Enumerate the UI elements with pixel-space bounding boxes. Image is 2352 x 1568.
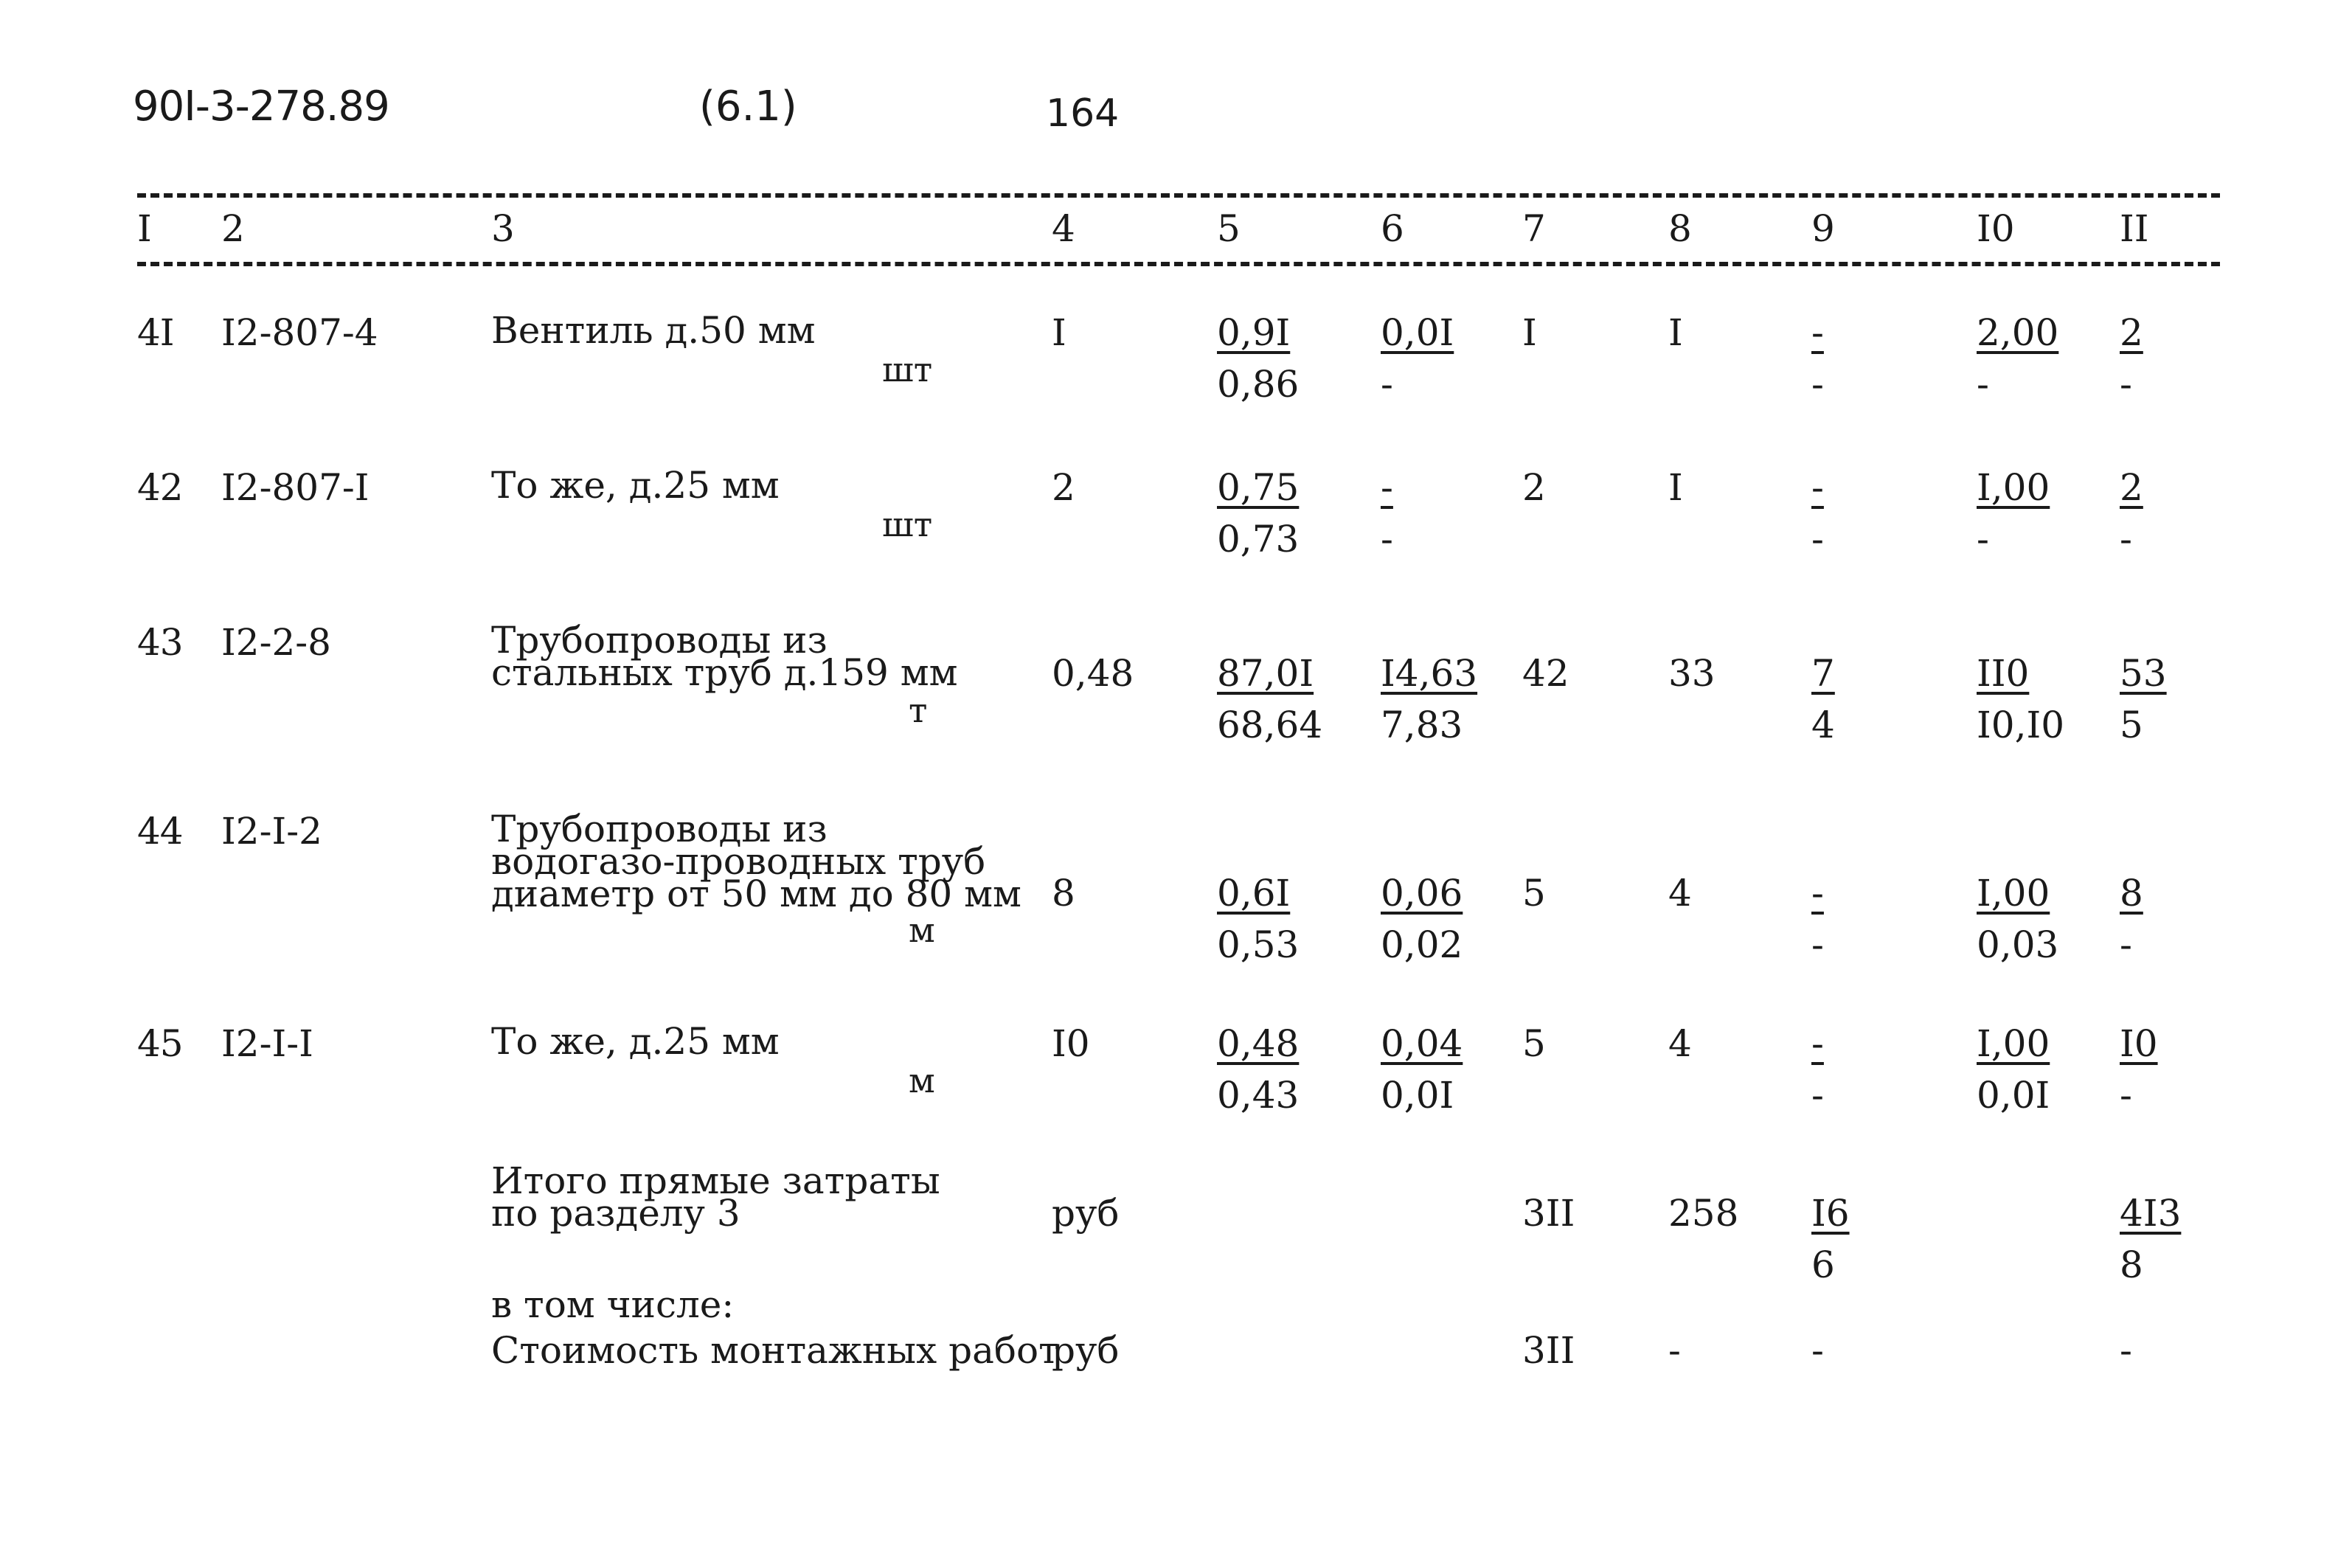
- rate-code: I2-807-4: [221, 311, 378, 354]
- col11-bottom: -: [2120, 923, 2132, 966]
- totals-col8: 258: [1668, 1192, 1739, 1235]
- col5-bottom: 0,53: [1217, 923, 1300, 966]
- unit: шт: [882, 504, 933, 544]
- col11-bottom: 5: [2120, 704, 2143, 746]
- col-header-10: I0: [1977, 207, 2015, 250]
- col9-top: -: [1811, 872, 1824, 915]
- col11-top: 8: [2120, 872, 2143, 915]
- col8: 33: [1668, 652, 1716, 695]
- row-number: 45: [137, 1022, 183, 1065]
- col9-bottom: -: [1811, 923, 1824, 966]
- section-number: (6.1): [699, 83, 797, 131]
- col5-bottom: 0,86: [1217, 363, 1300, 406]
- unit: т: [909, 690, 928, 730]
- col7: 5: [1522, 1022, 1546, 1065]
- col10-bottom: -: [1977, 363, 1989, 406]
- col5-top: 0,75: [1217, 466, 1300, 509]
- col9-bottom: 4: [1811, 704, 1835, 746]
- col9-top: -: [1811, 311, 1824, 354]
- col8: 4: [1668, 1022, 1692, 1065]
- totals-unit: руб: [1052, 1192, 1120, 1235]
- quantity: 8: [1052, 872, 1075, 915]
- totals-col9-bottom: 6: [1811, 1243, 1835, 1286]
- col-header-6: 6: [1381, 207, 1404, 250]
- col5-top: 87,0I: [1217, 652, 1314, 695]
- totals-col9-top: I6: [1811, 1192, 1850, 1235]
- col9-top: 7: [1811, 652, 1835, 695]
- row-number: 43: [137, 621, 183, 664]
- col11-bottom: -: [2120, 1074, 2132, 1117]
- col10-top: I,00: [1977, 872, 2050, 915]
- col-header-5: 5: [1217, 207, 1241, 250]
- col6-bottom: 7,83: [1381, 704, 1463, 746]
- col8: I: [1668, 466, 1683, 509]
- col9-bottom: -: [1811, 1074, 1824, 1117]
- quantity: 2: [1052, 466, 1075, 509]
- installation-col8: -: [1668, 1329, 1681, 1372]
- work-description: Трубопроводы из водогазо-проводных труб диаметр от 50 мм до 80 мм: [491, 808, 1021, 915]
- col8: 4: [1668, 872, 1692, 915]
- col11-bottom: -: [2120, 518, 2132, 561]
- col6-bottom: -: [1381, 518, 1393, 561]
- col6-top: 0,06: [1381, 872, 1463, 915]
- header-rule-bottom: [137, 262, 2220, 266]
- page-number: 164: [1046, 91, 1120, 136]
- col7: I: [1522, 311, 1537, 354]
- col9-bottom: -: [1811, 363, 1824, 406]
- col-header-7: 7: [1522, 207, 1546, 250]
- col-header-2: 2: [221, 207, 245, 250]
- col-header-1: I: [137, 207, 152, 250]
- work-description: То же, д.25 мм: [491, 1020, 780, 1063]
- rate-code: I2-807-I: [221, 466, 370, 509]
- col7: 42: [1522, 652, 1569, 695]
- col5-bottom: 0,73: [1217, 518, 1300, 561]
- unit: шт: [882, 350, 933, 389]
- col6-bottom: -: [1381, 363, 1393, 406]
- col6-top: 0,0I: [1381, 311, 1454, 354]
- rate-code: I2-I-2: [221, 810, 322, 853]
- row-number: 42: [137, 466, 183, 509]
- col6-top: -: [1381, 466, 1393, 509]
- col6-bottom: 0,02: [1381, 923, 1463, 966]
- col-header-9: 9: [1811, 207, 1835, 250]
- installation-col7: 3II: [1522, 1329, 1575, 1372]
- work-description: То же, д.25 мм: [491, 464, 780, 507]
- totals-col11-bottom: 8: [2120, 1243, 2143, 1286]
- installation-col11: -: [2120, 1329, 2132, 1372]
- col11-top: 2: [2120, 311, 2143, 354]
- col-header-4: 4: [1052, 207, 1075, 250]
- work-description: Трубопроводы из стальных труб д.159 мм: [491, 619, 958, 694]
- work-description: Вентиль д.50 мм: [491, 309, 816, 352]
- col10-top: I,00: [1977, 466, 2050, 509]
- col11-top: 53: [2120, 652, 2167, 695]
- unit: м: [909, 910, 935, 950]
- col-header-3: 3: [491, 207, 515, 250]
- row-number: 44: [137, 810, 183, 853]
- col5-bottom: 0,43: [1217, 1074, 1300, 1117]
- col8: I: [1668, 311, 1683, 354]
- col5-top: 0,48: [1217, 1022, 1300, 1065]
- col11-top: I0: [2120, 1022, 2158, 1065]
- col11-top: 2: [2120, 466, 2143, 509]
- totals-label-line1: Итого прямые затраты: [491, 1159, 940, 1202]
- col10-top: II0: [1977, 652, 2030, 695]
- col7: 5: [1522, 872, 1546, 915]
- header-rule-top: [137, 193, 2220, 198]
- totals-col11-top: 4I3: [2120, 1192, 2182, 1235]
- col9-bottom: -: [1811, 518, 1824, 561]
- rate-code: I2-I-I: [221, 1022, 313, 1065]
- col5-top: 0,9I: [1217, 311, 1291, 354]
- col-header-11: II: [2120, 207, 2149, 250]
- installation-cost-label: Стоимость монтажных работ: [491, 1329, 1059, 1372]
- col5-bottom: 68,64: [1217, 704, 1323, 746]
- quantity: I: [1052, 311, 1066, 354]
- col9-top: -: [1811, 1022, 1824, 1065]
- col10-bottom: -: [1977, 518, 1989, 561]
- totals-label-line2: по разделу 3: [491, 1192, 740, 1235]
- col10-bottom: I0,I0: [1977, 704, 2065, 746]
- col6-top: I4,63: [1381, 652, 1478, 695]
- quantity: I0: [1052, 1022, 1090, 1065]
- totals-col7: 3II: [1522, 1192, 1575, 1235]
- col11-bottom: -: [2120, 363, 2132, 406]
- document-code: 90I-3-278.89: [133, 83, 389, 131]
- including-label: в том числе:: [491, 1283, 735, 1326]
- col9-top: -: [1811, 466, 1824, 509]
- col10-top: I,00: [1977, 1022, 2050, 1065]
- unit: м: [909, 1061, 935, 1100]
- quantity: 0,48: [1052, 652, 1134, 695]
- col10-bottom: 0,03: [1977, 923, 2059, 966]
- row-number: 4I: [137, 311, 174, 354]
- col7: 2: [1522, 466, 1546, 509]
- installation-unit: руб: [1052, 1329, 1120, 1372]
- col10-top: 2,00: [1977, 311, 2059, 354]
- col5-top: 0,6I: [1217, 872, 1291, 915]
- col6-top: 0,04: [1381, 1022, 1463, 1065]
- col10-bottom: 0,0I: [1977, 1074, 2050, 1117]
- installation-col9: -: [1811, 1329, 1824, 1372]
- rate-code: I2-2-8: [221, 621, 331, 664]
- col6-bottom: 0,0I: [1381, 1074, 1454, 1117]
- col-header-8: 8: [1668, 207, 1692, 250]
